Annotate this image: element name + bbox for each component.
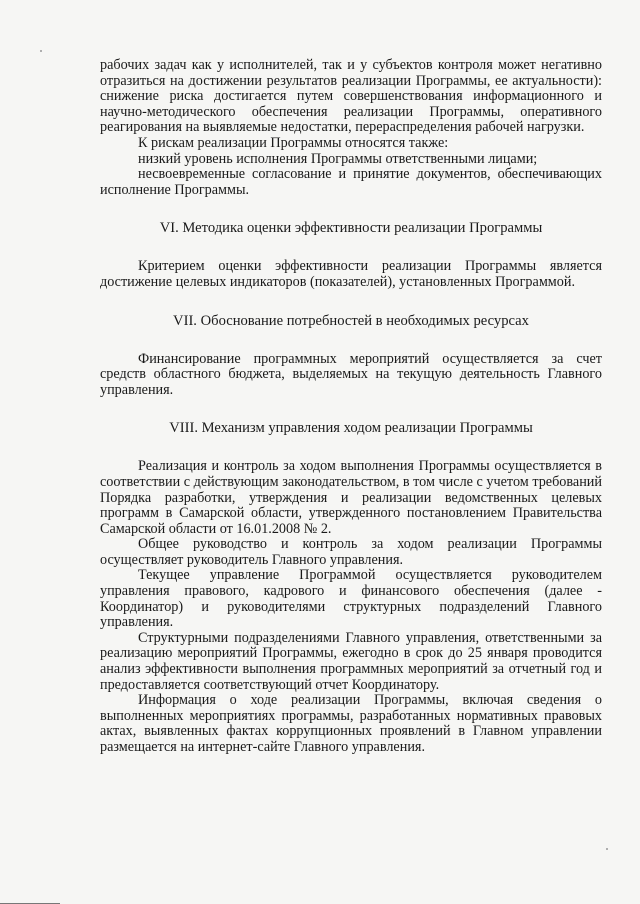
paragraph-risk-item: низкий уровень исполнения Программы ответственными лицами; xyxy=(138,150,538,167)
scan-speck xyxy=(40,50,42,52)
section-8-heading: VIII. Механизм управления ходом реализации Программы xyxy=(169,420,533,437)
scan-speck xyxy=(606,848,608,850)
section-7-text: Финансирование программных мероприятий осуществляется за счет средств областного бюджета, выделяемых на текущую деятельность Главного управления. xyxy=(100,350,602,398)
paragraph-risk-item: несвоевременные согласование и принятие документов, обеспечивающих исполнение Программы. xyxy=(100,166,602,198)
section-7-heading: VII. Обоснование потребностей в необходимых ресурсах xyxy=(173,312,529,329)
section-8-paragraph: Реализация и контроль за ходом выполнения Программы осуществляется в соответствии с действующим законодательством, в том числе с учетом требований Порядка разработки, утверждения и реализации ведомственных целевых программ в Самарской области, утвержденного постановлением Правительства Самарской области от 16.01.2008 № 2. xyxy=(100,458,602,537)
section-8-paragraph: Информация о ходе реализации Программы, включая сведения о выполненных мероприятиях программы, разработанных нормативных правовых актах, выявленных фактах коррупционных проявлений в Главном управлении размещается на интернет-сайте Главного управления. xyxy=(100,692,602,755)
paragraph-risks-intro: К рискам реализации Программы относятся также: xyxy=(138,134,449,151)
document-body xyxy=(100,58,602,756)
section-8-paragraph: Структурными подразделениями Главного управления, ответственными за реализацию мероприятий Программы, ежегодно в срок до 25 января проводится анализ эффективности выполнения программных мероприятий за отчетный год и предоставляется соответствующий отчет Координатору. xyxy=(100,629,602,693)
section-6-heading: VI. Методика оценки эффективности реализации Программы xyxy=(159,220,543,237)
paragraph-risks-continuation: рабочих задач как у исполнителей, так и у субъектов контроля может негативно отразиться на достижении результатов реализации Программы, ее актуальности): снижение риска достигается путем совершенствования информационного и научно-методического обеспечения реализации Программы, оперативного реагирования на выявляемые недостатки, перераспределения рабочей нагрузки. xyxy=(100,57,602,136)
section-8-paragraph: Текущее управление Программой осуществляется руководителем управления правового, кадрового и финансового обеспечения (далее - Координатор) и руководителями структурных подразделений Главного управления. xyxy=(100,567,602,631)
section-6-text: Критерием оценки эффективности реализации Программы является достижение целевых индикаторов (показателей), установленных Программой. xyxy=(100,258,602,290)
section-8-paragraph: Общее руководство и контроль за ходом реализации Программы осуществляет руководитель Главного управления. xyxy=(100,536,602,568)
